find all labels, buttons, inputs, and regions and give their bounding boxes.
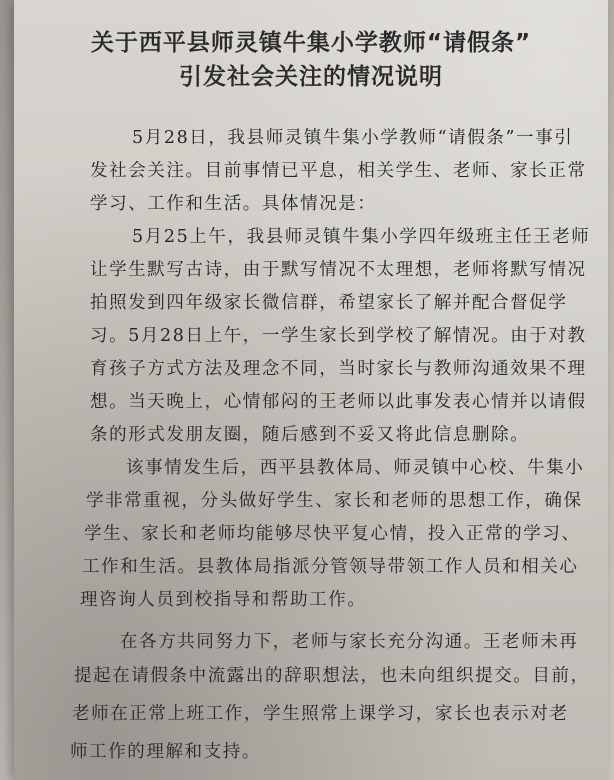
document-title-line-2: 引发社会关注的情况说明 <box>179 64 443 90</box>
body-line: 拍照发到四年级家长微信群，希望家长了解并配合督促学 <box>90 293 568 313</box>
body-line: 育孩子方式方法及理念不同，当时家长与教师沟通效果不理 <box>90 359 587 379</box>
body-line: 发社会关注。目前事情已平息，相关学生、老师、家长正常 <box>90 161 587 181</box>
body-line: 让学生默写古诗，由于默写情况不太理想，老师将默写情况 <box>90 260 587 280</box>
body-line: 该事情发生后，西平县教体局、师灵镇中心校、牛集小 <box>126 458 585 478</box>
body-line: 条的形式发朋友圈，随后感到不妥又将此信息删除。 <box>90 425 530 445</box>
body-line: 工作和生活。县教体局指派分管领导带领工作人员和相关心 <box>82 557 579 577</box>
body-line: 提起在请假条中流露出的辞职想法，也未向组织提交。目前， <box>74 666 590 686</box>
body-line: 理咨询人员到校指导和帮助工作。 <box>80 590 367 610</box>
body-line: 习。5月28日上午，一学生家长到学校了解情况。由于对教 <box>90 326 587 346</box>
body-line: 老师在正常上班工作，学生照常上课学习，家长也表示对老 <box>72 704 569 724</box>
document-page <box>14 0 608 780</box>
body-line: 5月28日，我县师灵镇牛集小学教师“请假条”一事引 <box>132 128 574 148</box>
document-title-line-1: 关于西平县师灵镇牛集小学教师“请假条” <box>90 30 532 56</box>
body-line: 想。当天晚上，心情郁闷的王老师以此事发表心情并以请假 <box>90 392 587 412</box>
body-line: 学习、工作和生活。具体情况是： <box>90 194 377 214</box>
body-line: 在各方共同努力下，老师与家长充分沟通。王老师未再 <box>120 632 579 652</box>
body-line: 5月25上午，我县师灵镇牛集小学四年级班主任王老师 <box>132 227 591 247</box>
body-line: 学非常重视，分头做好学生、家长和老师的思想工作，确保 <box>86 491 583 511</box>
body-line: 学生、家长和老师均能够尽快平复心情，投入正常的学习、 <box>84 524 581 544</box>
body-line: 师工作的理解和支持。 <box>70 742 261 762</box>
